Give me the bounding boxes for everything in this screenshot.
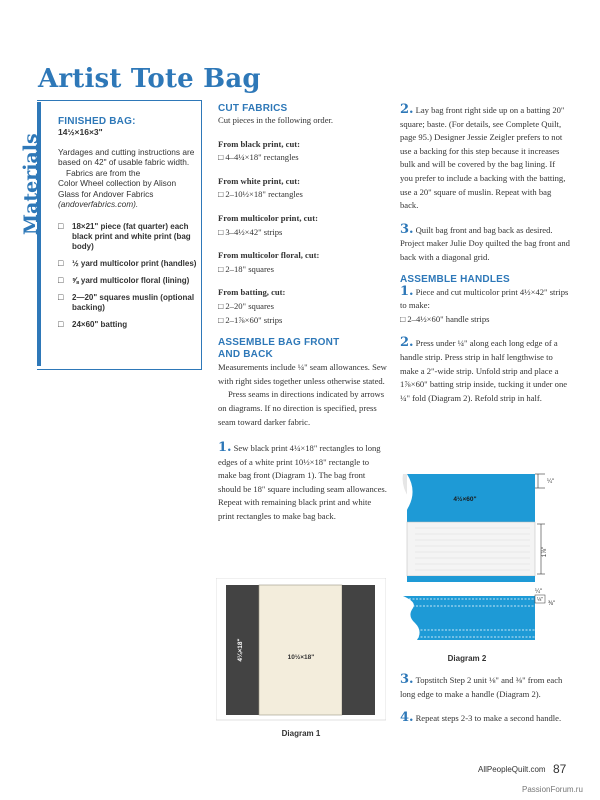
- fabrics-line-2: Color Wheel collection by Alison Glass for Andover Fabrics (andoverfabrics.com).: [58, 178, 177, 209]
- column-right: [400, 103, 570, 405]
- diagram-2-quarter-side: ¼": [535, 589, 543, 595]
- materials-item: □ ⅝ yard multicolor floral (lining): [58, 276, 198, 286]
- page-number: 87: [553, 762, 567, 776]
- handles-step-3: 3. Topstitch Step 2 unit ⅛" and ⅜" from each long edge to make a handle (Diagram 2).: [400, 672, 563, 699]
- handles-step-1-item: □ 2–4½×60" handle strips: [400, 313, 490, 324]
- diagram-1: [216, 578, 386, 743]
- column-right-lower: [400, 673, 570, 726]
- handle-strip-fold: [407, 576, 535, 582]
- fabrics-line-1: Fabrics are from the: [66, 167, 141, 178]
- materials-content: [58, 116, 198, 337]
- diagram-2-strip-label: 4½×60": [453, 496, 477, 503]
- fabrics-site: (andoverfabrics.com).: [58, 199, 139, 209]
- diagram-2: [395, 468, 570, 668]
- assemble-front-heading: ASSEMBLE BAG FRONT AND BACK: [218, 337, 340, 361]
- cut-item: □ 2–1⅞×60" strips: [218, 314, 283, 325]
- watermark: PassionForum.ru: [522, 785, 583, 794]
- diagram-1-caption: Diagram 1: [281, 729, 321, 738]
- diagram-2-caption: Diagram 2: [447, 654, 487, 663]
- cut-item: □ 4–4¼×18" rectangles: [218, 152, 299, 163]
- materials-item: □ 18×21" piece (fat quarter) each black print and white print (bag body): [58, 222, 198, 252]
- assemble-step-2: 2. Lay bag front right side up on a batting 20" square; baste. (For details, see Complete Quilt, page 95.) Designer Jessie Zeigler prefers to not use a backing for this step because it increases bulk and will be covered by the bag lining. If you prefer to include a backing with the batting, use a 20" square of muslin. Repeat with bag back.: [400, 102, 566, 211]
- cut-group-label: From white print, cut:: [218, 175, 300, 186]
- cut-intro: Cut pieces in the following order.: [218, 115, 334, 125]
- handle-finished: [403, 596, 535, 640]
- footer-url[interactable]: AllPeopleQuilt.com: [478, 765, 546, 774]
- materials-item: □ 2—20" squares muslin (optional backing): [58, 293, 198, 313]
- cut-heading: CUT FABRICS: [218, 103, 288, 114]
- materials-intro: Yardages and cutting instructions are based on 42" of usable fabric width.: [58, 146, 195, 167]
- diagram-1-center-label: 10½×18": [287, 654, 315, 661]
- diagram-2-batting-label: 1⅞": [542, 546, 548, 558]
- black-print-right: [342, 585, 375, 715]
- diagram-2-eighth: ⅛": [537, 597, 543, 603]
- materials-item: □ 24×60" batting: [58, 320, 198, 330]
- cut-group-label: From batting, cut:: [218, 287, 286, 298]
- white-print-center: [259, 585, 342, 715]
- materials-item: □ ½ yard multicolor print (handles): [58, 259, 198, 269]
- handles-heading: ASSEMBLE HANDLES: [400, 273, 510, 285]
- page-title: Artist Tote Bag: [38, 64, 261, 94]
- assemble-step-3: 3. Quilt bag front and bag back as desired. Project maker Julie Doy quilted the bag front and back with a diagonal grid.: [400, 221, 570, 262]
- cut-group-label: From multicolor print, cut:: [218, 212, 318, 223]
- cut-item: □ 2–20" squares: [218, 300, 274, 311]
- materials-list: [58, 222, 198, 330]
- cut-item: □ 3–4½×42" strips: [218, 226, 283, 237]
- handles-step-4: 4. Repeat steps 2-3 to make a second handle.: [400, 710, 562, 726]
- finished-heading: FINISHED BAG:: [58, 116, 136, 127]
- assemble-front-p1: Measurements include ¼" seam allowances. Sew with right sides together unless otherwise stated.: [218, 362, 387, 386]
- column-middle: [218, 103, 388, 524]
- finished-size: 14½×16×3": [58, 127, 103, 137]
- handles-step-1: 1. Piece and cut multicolor print 4½×42" strips to make:: [400, 283, 569, 311]
- assemble-front-p2: Press seams in directions indicated by arrows on diagrams. If no direction is specified, press seam toward darker fabric.: [218, 389, 385, 427]
- handles-step-2: 2. Press under ¼" along each long edge of a handle strip. Press strip in half lengthwise to make a 2"-wide strip. Unfold strip and place a 1⅞×60" batting strip inside, tucking it under one ¼" fold (Diagram 2). Refold strip in half.: [400, 335, 568, 403]
- batting-strip: [407, 522, 535, 576]
- cut-item: □ 2–18" squares: [218, 263, 274, 274]
- diagram-2-three-eighth: ⅜": [548, 601, 556, 607]
- diagram-2-quarter-top: ¼": [547, 479, 555, 485]
- cut-group-label: From black print, cut:: [218, 138, 300, 149]
- cut-item: □ 2–10½×18" rectangles: [218, 189, 303, 200]
- diagram-1-side-label: 4¼×18": [237, 638, 244, 662]
- cut-group-label: From multicolor floral, cut:: [218, 250, 320, 261]
- assemble-step-1: 1. Sew black print 4¼×18" rectangles to long edges of a white print 10½×18" rectangle to make bag front (Diagram 1). The bag front should be 18" square including seam allowances. Repeat with remaining black print and white print rectangles to make bag back.: [218, 440, 387, 522]
